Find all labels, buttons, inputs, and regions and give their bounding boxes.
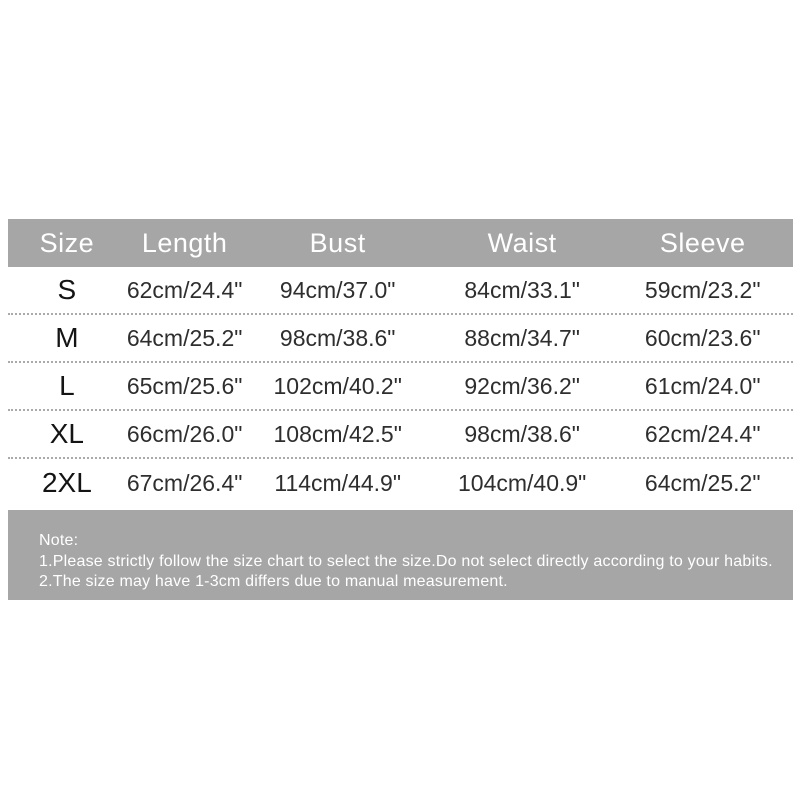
cell-s-bust: 94cm/37.0" (279, 276, 396, 303)
cell-s-size: S (57, 274, 77, 305)
cell-m-sleeve: 60cm/23.6" (644, 324, 761, 351)
cell-l-length: 65cm/25.6" (126, 372, 243, 399)
column-header-size: Size (39, 227, 95, 258)
cell-xl-waist: 98cm/38.6" (464, 420, 580, 447)
table-row-l (8, 363, 793, 411)
column-header-sleeve: Sleeve (659, 227, 746, 258)
cell-l-sleeve: 61cm/24.0" (644, 372, 761, 399)
column-header-waist: Waist (487, 227, 557, 258)
cell-m-bust: 98cm/38.6" (279, 324, 396, 351)
cell-2xl-waist: 104cm/40.9" (457, 469, 587, 496)
cell-xl-sleeve: 62cm/24.4" (644, 420, 761, 447)
cell-l-bust: 102cm/40.2" (273, 372, 402, 399)
note-line-2: 2.The size may have 1-3cm differs due to manual measurement. (39, 573, 508, 590)
cell-s-length: 62cm/24.4" (126, 276, 243, 303)
table-row-m (8, 315, 793, 363)
cell-m-size: M (55, 322, 79, 353)
table-row-s (8, 267, 793, 315)
cell-2xl-bust: 114cm/44.9" (274, 469, 402, 496)
cell-xl-bust: 108cm/42.5" (273, 420, 402, 447)
cell-s-waist: 84cm/33.1" (464, 276, 580, 303)
cell-2xl-length: 67cm/26.4" (126, 469, 243, 496)
column-header-length: Length (141, 227, 228, 258)
cell-2xl-sleeve: 64cm/25.2" (644, 469, 761, 496)
table-header-row (8, 219, 793, 267)
cell-xl-size: XL (49, 418, 84, 449)
cell-m-length: 64cm/25.2" (126, 324, 243, 351)
cell-s-sleeve: 59cm/23.2" (644, 276, 761, 303)
cell-l-waist: 92cm/36.2" (464, 372, 580, 399)
size-chart-table (8, 219, 793, 600)
cell-m-waist: 88cm/34.7" (464, 324, 580, 351)
note-title: Note: (39, 532, 79, 549)
cell-2xl-size: 2XL (41, 467, 92, 498)
note-line-1: 1.Please strictly follow the size chart to select the size.Do not select directly according to your habits. (39, 552, 773, 570)
note-box (8, 510, 793, 600)
table-row-xl (8, 411, 793, 459)
column-header-bust: Bust (309, 227, 366, 258)
cell-l-size: L (59, 370, 75, 401)
table-row-2xl (8, 459, 793, 507)
cell-xl-length: 66cm/26.0" (126, 420, 243, 447)
